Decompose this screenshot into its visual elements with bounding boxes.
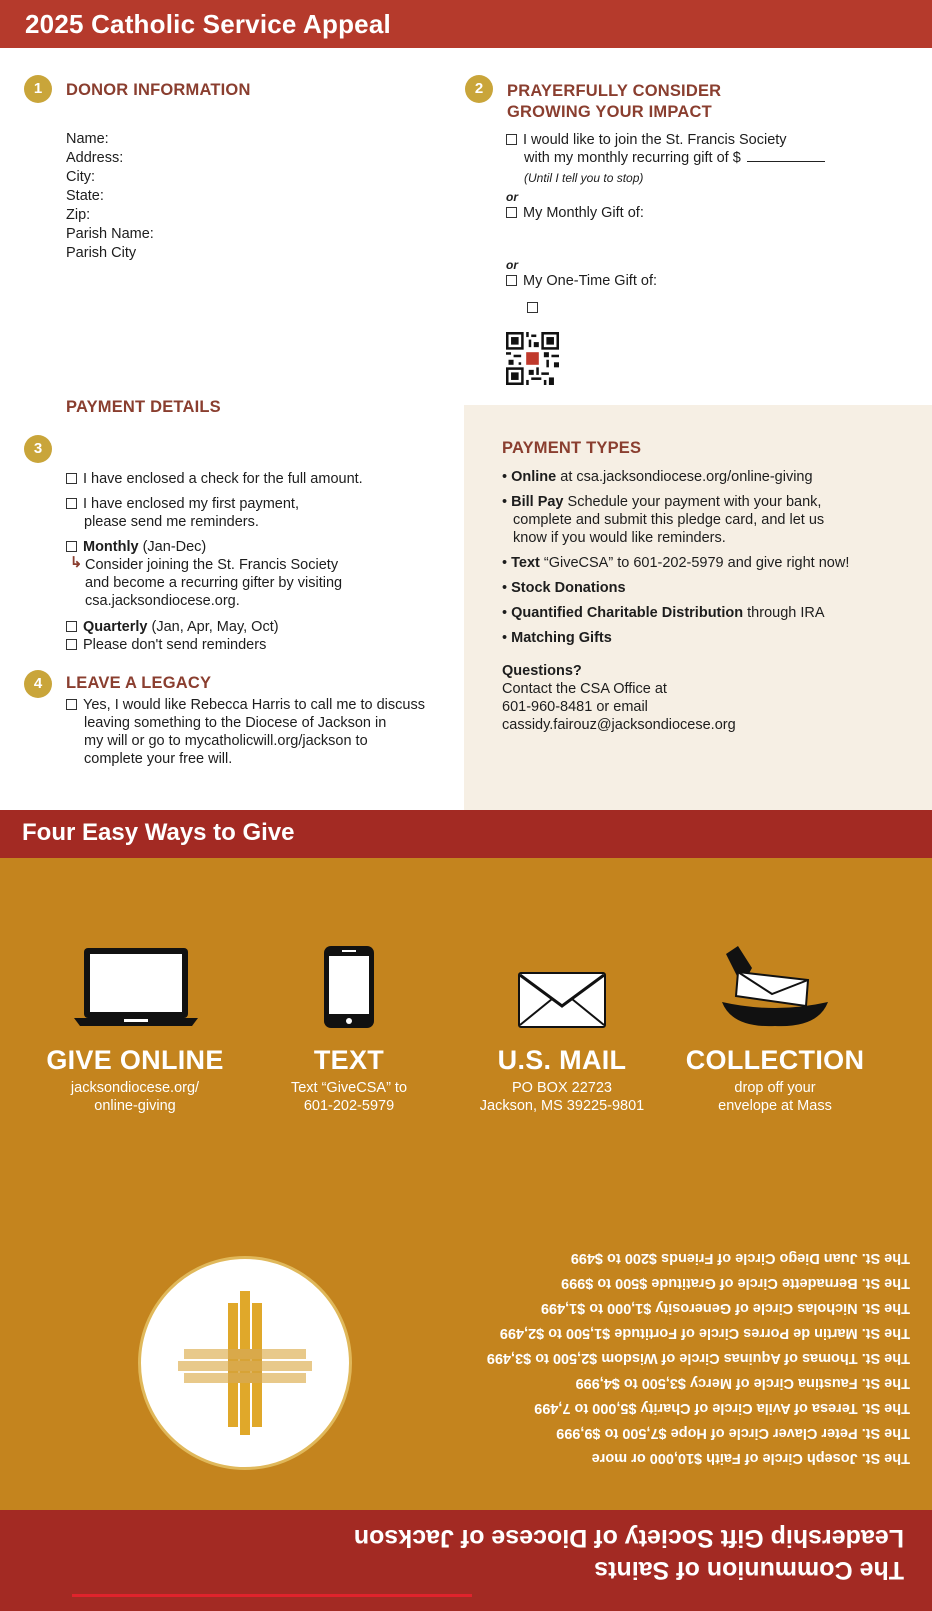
step-1-badge: 1 xyxy=(24,75,52,103)
check-enclosed-checkbox[interactable] xyxy=(66,473,77,484)
text-heading: TEXT xyxy=(313,1045,385,1075)
check-enclosed-option[interactable]: I have enclosed a check for the full amount. xyxy=(66,470,363,488)
arrow-icon: ↳ xyxy=(70,555,83,571)
laptop-icon xyxy=(74,946,198,1028)
online-type: • Online at csa.jacksondiocese.org/online-giving xyxy=(502,469,813,485)
step-2-badge: 2 xyxy=(465,75,493,103)
phone-icon xyxy=(324,946,374,1028)
step-4-badge: 4 xyxy=(24,670,52,698)
gift-level: The St. Peter Claver Circle of Hope $7,500 to $9,999 xyxy=(556,1425,910,1441)
qcd-type: • Quantified Charitable Distribution through IRA xyxy=(502,605,825,621)
impact-heading-line1: PRAYERFULLY CONSIDER xyxy=(507,82,722,100)
zip-field-label[interactable]: Zip: xyxy=(66,207,91,223)
gift-level: The St. Joseph Circle of Faith $10,000 or more xyxy=(591,1450,910,1466)
footer-line-1: The Communion of Saints xyxy=(594,1556,904,1584)
quarterly-option[interactable]: Quarterly (Jan, Apr, May, Oct) xyxy=(66,618,279,636)
or-separator-1: or xyxy=(506,190,518,204)
monthly-checkbox[interactable] xyxy=(66,541,77,552)
impact-heading xyxy=(507,81,721,123)
mail-heading: U.S. MAIL xyxy=(497,1045,627,1075)
gift-circles-list xyxy=(470,1245,910,1470)
payment-types-list xyxy=(502,468,922,654)
donor-info-heading: DONOR INFORMATION xyxy=(66,81,251,99)
ways-banner xyxy=(0,810,932,858)
no-reminders-checkbox[interactable] xyxy=(66,639,77,650)
first-payment-checkbox[interactable] xyxy=(66,498,77,509)
first-payment-option[interactable]: I have enclosed my first payment, please send me reminders. xyxy=(66,495,299,531)
one-time-gift-checkbox[interactable] xyxy=(506,275,517,286)
donor-fields xyxy=(66,130,154,263)
payment-details-heading: PAYMENT DETAILS xyxy=(66,398,221,416)
payment-types-panel xyxy=(464,405,932,810)
stock-type: • Stock Donations xyxy=(502,580,626,596)
st-francis-checkbox[interactable] xyxy=(506,134,517,145)
legacy-checkbox[interactable] xyxy=(66,699,77,710)
parish-name-field-label[interactable]: Parish Name: xyxy=(66,226,154,242)
gift-level: The St. Juan Diego Circle of Friends $200 to $499 xyxy=(570,1250,910,1266)
legacy-option[interactable]: Yes, I would like Rebecca Harris to call me to discuss leaving something to the Diocese of Jackson in my will or go to mycatholicwill.org/jackson to complete your free will. xyxy=(66,696,425,768)
or-separator-2: or xyxy=(506,258,518,272)
cross-medallion xyxy=(138,1256,352,1470)
st-francis-note: ↳ Consider joining the St. Francis Society and become a recurring gifter by visiting csa.jacksondiocese.org. xyxy=(70,555,343,609)
until-stop-note: (Until I tell you to stop) xyxy=(524,171,644,185)
step-3-badge: 3 xyxy=(24,435,52,463)
give-online-heading: GIVE ONLINE xyxy=(46,1045,224,1075)
footer-title xyxy=(304,1522,904,1586)
billpay-type: • Bill Pay Schedule your payment with your bank, complete and submit this pledge card, and let us know if you would like reminders. xyxy=(502,494,825,546)
st-francis-option[interactable]: I would like to join the St. Francis Society with my monthly recurring gift of $ (Until I tell you to stop) xyxy=(506,131,825,187)
mail-block: U.S. MAIL PO BOX 22723 Jackson, MS 39225-9801 xyxy=(462,1045,662,1115)
contact-email[interactable]: cassidy.fairouz@jacksondiocese.org xyxy=(502,717,736,733)
monthly-option[interactable]: Monthly (Jan-Dec) xyxy=(66,538,206,556)
address-field-label[interactable]: Address: xyxy=(66,150,124,166)
questions-block: Questions? Contact the CSA Office at 601-960-8481 or email cassidy.fairouz@jacksondiocese.org xyxy=(502,663,736,733)
collection-basket-icon xyxy=(722,946,828,1028)
leave-legacy-heading: LEAVE A LEGACY xyxy=(66,674,212,692)
qr-code-icon[interactable] xyxy=(506,332,559,385)
gift-level: The St. Nicholas Circle of Generosity $1,000 to $1,499 xyxy=(540,1300,910,1316)
footer-line-2: Leadership Gift Society of Diocese of Jackson xyxy=(353,1524,904,1552)
footer-banner xyxy=(0,1510,932,1611)
monthly-gift-option[interactable]: My Monthly Gift of: xyxy=(506,204,644,222)
state-field-label[interactable]: State: xyxy=(66,188,104,204)
monthly-gift-checkbox[interactable] xyxy=(506,207,517,218)
name-field-label[interactable]: Name: xyxy=(66,131,109,147)
gift-level: The St. Faustina Circle of Mercy $3,500 to $4,999 xyxy=(575,1375,910,1391)
text-type: • Text “GiveCSA” to 601-202-5979 and give right now! xyxy=(502,555,850,571)
impact-heading-line2: GROWING YOUR IMPACT xyxy=(507,103,712,121)
collection-block: COLLECTION drop off your envelope at Mass xyxy=(675,1045,875,1115)
header-banner xyxy=(0,0,932,48)
matching-type: • Matching Gifts xyxy=(502,630,612,646)
give-online-block[interactable]: GIVE ONLINE jacksondiocese.org/ online-giving xyxy=(35,1045,235,1115)
no-reminders-option[interactable]: Please don't send reminders xyxy=(66,636,266,654)
monthly-amount-blank[interactable] xyxy=(747,150,825,162)
envelope-icon xyxy=(518,972,606,1028)
text-give-block[interactable]: TEXT Text “GiveCSA” to 601-202-5979 xyxy=(249,1045,449,1115)
footer-rule xyxy=(72,1594,472,1597)
gift-level: The St. Bernadette Circle of Gratitude $500 to $999 xyxy=(561,1275,910,1291)
payment-types-heading: PAYMENT TYPES xyxy=(502,439,642,457)
ways-title: Four Easy Ways to Give xyxy=(22,819,295,846)
page-title: 2025 Catholic Service Appeal xyxy=(25,9,391,39)
collection-heading: COLLECTION xyxy=(685,1045,865,1075)
gift-level: The St. Teresa of Avila Circle of Charity $5,000 to 7,499 xyxy=(534,1400,910,1416)
gift-level: The St. Thomas of Aquinas Circle of Wisdom $2,500 to $3,499 xyxy=(486,1350,910,1366)
one-time-extra-checkbox[interactable] xyxy=(527,300,544,318)
gift-level: The St. Martin de Porres Circle of Fortitude $1,500 to $2,499 xyxy=(499,1325,910,1341)
parish-city-field-label[interactable]: Parish City xyxy=(66,245,137,261)
questions-label: Questions? xyxy=(502,663,582,679)
cross-icon xyxy=(178,1291,312,1435)
city-field-label[interactable]: City: xyxy=(66,169,95,185)
one-time-gift-option[interactable]: My One-Time Gift of: xyxy=(506,272,657,290)
quarterly-checkbox[interactable] xyxy=(66,621,77,632)
